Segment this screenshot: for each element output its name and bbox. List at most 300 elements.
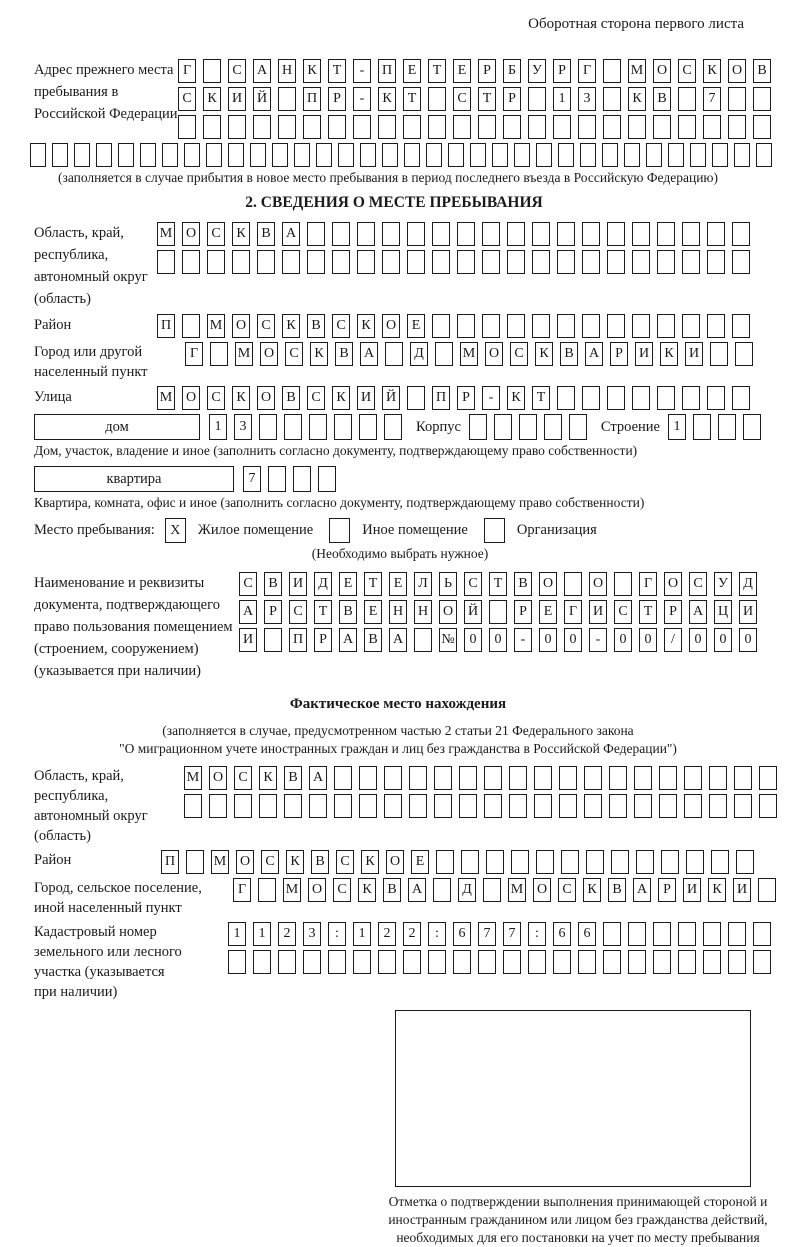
char-cell[interactable]: К	[332, 386, 350, 410]
char-cell[interactable]: 7	[503, 922, 521, 946]
char-cell[interactable]: Г	[185, 342, 203, 366]
char-cell[interactable]	[712, 143, 728, 167]
char-cell[interactable]	[509, 794, 527, 818]
char-cell[interactable]	[478, 115, 496, 139]
char-cell[interactable]	[578, 950, 596, 974]
char-cell[interactable]: Н	[389, 600, 407, 624]
char-cell[interactable]: Е	[539, 600, 557, 624]
char-cell[interactable]: С	[332, 314, 350, 338]
char-cell[interactable]: М	[207, 314, 225, 338]
char-cell[interactable]: А	[389, 628, 407, 652]
char-cell[interactable]: О	[533, 878, 551, 902]
char-cell[interactable]: М	[211, 850, 229, 874]
char-cell[interactable]	[228, 143, 244, 167]
char-cell[interactable]	[536, 143, 552, 167]
char-cell[interactable]: С	[510, 342, 528, 366]
char-cell[interactable]: О	[728, 59, 746, 83]
char-cell[interactable]	[557, 222, 575, 246]
char-cell[interactable]	[558, 143, 574, 167]
char-cell[interactable]	[250, 143, 266, 167]
char-cell[interactable]	[234, 794, 252, 818]
char-cell[interactable]	[657, 386, 675, 410]
char-cell[interactable]	[459, 794, 477, 818]
char-cell[interactable]: Г	[564, 600, 582, 624]
char-cell[interactable]	[659, 794, 677, 818]
char-cell[interactable]	[711, 850, 729, 874]
char-cell[interactable]: Г	[578, 59, 596, 83]
char-cell[interactable]	[603, 950, 621, 974]
char-cell[interactable]	[228, 950, 246, 974]
char-cell[interactable]	[603, 115, 621, 139]
char-cell[interactable]	[607, 314, 625, 338]
char-cell[interactable]	[409, 794, 427, 818]
char-cell[interactable]	[684, 766, 702, 790]
char-cell[interactable]: А	[239, 600, 257, 624]
char-cell[interactable]: Г	[178, 59, 196, 83]
char-cell[interactable]	[678, 922, 696, 946]
char-cell[interactable]: :	[528, 922, 546, 946]
char-cell[interactable]: №	[439, 628, 457, 652]
char-cell[interactable]	[657, 314, 675, 338]
char-cell[interactable]: К	[703, 59, 721, 83]
char-cell[interactable]	[632, 250, 650, 274]
char-cell[interactable]	[528, 950, 546, 974]
char-cell[interactable]: Й	[253, 87, 271, 111]
char-cell[interactable]: О	[589, 572, 607, 596]
char-cell[interactable]	[293, 466, 311, 492]
stamp-box[interactable]	[395, 1010, 751, 1187]
char-cell[interactable]: :	[428, 922, 446, 946]
char-cell[interactable]	[632, 314, 650, 338]
char-cell[interactable]	[707, 250, 725, 274]
char-cell[interactable]	[582, 386, 600, 410]
char-cell[interactable]	[736, 850, 754, 874]
char-cell[interactable]	[707, 222, 725, 246]
char-cell[interactable]: 0	[614, 628, 632, 652]
char-cell[interactable]	[628, 115, 646, 139]
char-cell[interactable]	[653, 922, 671, 946]
char-cell[interactable]: О	[257, 386, 275, 410]
char-cell[interactable]	[578, 115, 596, 139]
char-cell[interactable]: С	[228, 59, 246, 83]
char-cell[interactable]	[157, 250, 175, 274]
char-cell[interactable]: Е	[453, 59, 471, 83]
char-cell[interactable]: Т	[428, 59, 446, 83]
char-cell[interactable]: М	[157, 386, 175, 410]
char-cell[interactable]	[557, 250, 575, 274]
char-cell[interactable]	[409, 766, 427, 790]
char-cell[interactable]	[457, 314, 475, 338]
char-cell[interactable]	[758, 878, 776, 902]
char-cell[interactable]: В	[608, 878, 626, 902]
char-cell[interactable]	[603, 87, 621, 111]
char-cell[interactable]: С	[464, 572, 482, 596]
char-cell[interactable]	[303, 950, 321, 974]
char-cell[interactable]	[259, 794, 277, 818]
char-cell[interactable]: К	[310, 342, 328, 366]
char-cell[interactable]: -	[482, 386, 500, 410]
char-cell[interactable]	[561, 850, 579, 874]
char-cell[interactable]: В	[653, 87, 671, 111]
char-cell[interactable]	[682, 314, 700, 338]
char-cell[interactable]	[653, 950, 671, 974]
char-cell[interactable]	[258, 878, 276, 902]
char-cell[interactable]: О	[182, 222, 200, 246]
char-cell[interactable]	[403, 950, 421, 974]
char-cell[interactable]: В	[514, 572, 532, 596]
char-cell[interactable]	[569, 414, 587, 440]
char-cell[interactable]	[203, 115, 221, 139]
char-cell[interactable]: М	[460, 342, 478, 366]
char-cell[interactable]: 1	[353, 922, 371, 946]
checkbox-organization[interactable]	[484, 518, 505, 543]
char-cell[interactable]: А	[282, 222, 300, 246]
char-cell[interactable]	[278, 950, 296, 974]
char-cell[interactable]	[382, 143, 398, 167]
char-cell[interactable]: 2	[403, 922, 421, 946]
char-cell[interactable]: К	[708, 878, 726, 902]
char-cell[interactable]	[470, 143, 486, 167]
char-cell[interactable]	[734, 766, 752, 790]
char-cell[interactable]: С	[178, 87, 196, 111]
char-cell[interactable]: -	[514, 628, 532, 652]
char-cell[interactable]: Б	[503, 59, 521, 83]
char-cell[interactable]: Р	[664, 600, 682, 624]
char-cell[interactable]: Й	[382, 386, 400, 410]
char-cell[interactable]: 0	[739, 628, 757, 652]
char-cell[interactable]: О	[232, 314, 250, 338]
char-cell[interactable]	[607, 386, 625, 410]
char-cell[interactable]	[448, 143, 464, 167]
char-cell[interactable]: А	[689, 600, 707, 624]
char-cell[interactable]: М	[184, 766, 202, 790]
char-cell[interactable]	[686, 850, 704, 874]
char-cell[interactable]	[582, 314, 600, 338]
char-cell[interactable]	[96, 143, 112, 167]
char-cell[interactable]	[484, 794, 502, 818]
char-cell[interactable]: О	[182, 386, 200, 410]
char-cell[interactable]	[534, 766, 552, 790]
char-cell[interactable]	[753, 950, 771, 974]
char-cell[interactable]	[559, 794, 577, 818]
char-cell[interactable]	[457, 222, 475, 246]
char-cell[interactable]: К	[357, 314, 375, 338]
char-cell[interactable]: О	[209, 766, 227, 790]
char-cell[interactable]	[503, 115, 521, 139]
char-cell[interactable]: В	[560, 342, 578, 366]
char-cell[interactable]	[564, 572, 582, 596]
char-cell[interactable]	[459, 766, 477, 790]
char-cell[interactable]: -	[353, 87, 371, 111]
char-cell[interactable]: Р	[514, 600, 532, 624]
char-cell[interactable]	[607, 222, 625, 246]
char-cell[interactable]	[338, 143, 354, 167]
char-cell[interactable]: С	[333, 878, 351, 902]
char-cell[interactable]: Е	[411, 850, 429, 874]
char-cell[interactable]	[690, 143, 706, 167]
char-cell[interactable]: К	[660, 342, 678, 366]
char-cell[interactable]: Р	[503, 87, 521, 111]
char-cell[interactable]	[426, 143, 442, 167]
char-cell[interactable]: К	[232, 386, 250, 410]
char-cell[interactable]	[582, 222, 600, 246]
char-cell[interactable]	[384, 766, 402, 790]
char-cell[interactable]	[519, 414, 537, 440]
char-cell[interactable]	[407, 386, 425, 410]
char-cell[interactable]: Р	[457, 386, 475, 410]
char-cell[interactable]: М	[283, 878, 301, 902]
char-cell[interactable]: К	[303, 59, 321, 83]
char-cell[interactable]	[357, 250, 375, 274]
char-cell[interactable]	[678, 950, 696, 974]
char-cell[interactable]: С	[614, 600, 632, 624]
char-cell[interactable]	[507, 314, 525, 338]
char-cell[interactable]	[678, 115, 696, 139]
char-cell[interactable]	[536, 850, 554, 874]
char-cell[interactable]	[678, 87, 696, 111]
char-cell[interactable]	[511, 850, 529, 874]
char-cell[interactable]	[553, 950, 571, 974]
char-cell[interactable]: В	[335, 342, 353, 366]
char-cell[interactable]	[703, 115, 721, 139]
char-cell[interactable]	[718, 414, 736, 440]
char-cell[interactable]: В	[753, 59, 771, 83]
char-cell[interactable]: К	[282, 314, 300, 338]
char-cell[interactable]	[682, 250, 700, 274]
char-cell[interactable]	[609, 766, 627, 790]
char-cell[interactable]	[728, 922, 746, 946]
char-cell[interactable]: С	[285, 342, 303, 366]
char-cell[interactable]	[734, 143, 750, 167]
char-cell[interactable]	[544, 414, 562, 440]
char-cell[interactable]	[359, 794, 377, 818]
char-cell[interactable]: О	[439, 600, 457, 624]
char-cell[interactable]: Д	[458, 878, 476, 902]
char-cell[interactable]: М	[235, 342, 253, 366]
char-cell[interactable]	[559, 766, 577, 790]
char-cell[interactable]	[602, 143, 618, 167]
char-cell[interactable]	[334, 766, 352, 790]
char-cell[interactable]: 1	[209, 414, 227, 440]
char-cell[interactable]	[728, 87, 746, 111]
char-cell[interactable]: О	[308, 878, 326, 902]
char-cell[interactable]	[332, 222, 350, 246]
char-cell[interactable]	[318, 466, 336, 492]
char-cell[interactable]: О	[236, 850, 254, 874]
char-cell[interactable]: И	[739, 600, 757, 624]
char-cell[interactable]	[603, 922, 621, 946]
char-cell[interactable]: Е	[407, 314, 425, 338]
char-cell[interactable]: Е	[339, 572, 357, 596]
char-cell[interactable]	[316, 143, 332, 167]
char-cell[interactable]: В	[284, 766, 302, 790]
char-cell[interactable]: О	[539, 572, 557, 596]
char-cell[interactable]	[428, 87, 446, 111]
char-cell[interactable]: Р	[658, 878, 676, 902]
char-cell[interactable]: К	[628, 87, 646, 111]
char-cell[interactable]	[628, 922, 646, 946]
char-cell[interactable]: В	[257, 222, 275, 246]
char-cell[interactable]: И	[289, 572, 307, 596]
char-cell[interactable]	[703, 922, 721, 946]
char-cell[interactable]: 1	[668, 414, 686, 440]
char-cell[interactable]	[709, 794, 727, 818]
char-cell[interactable]: А	[253, 59, 271, 83]
char-cell[interactable]	[507, 250, 525, 274]
char-cell[interactable]: К	[259, 766, 277, 790]
char-cell[interactable]	[328, 115, 346, 139]
char-cell[interactable]	[646, 143, 662, 167]
char-cell[interactable]	[653, 115, 671, 139]
char-cell[interactable]: Й	[464, 600, 482, 624]
char-cell[interactable]: Т	[328, 59, 346, 83]
char-cell[interactable]: С	[234, 766, 252, 790]
char-cell[interactable]: 6	[453, 922, 471, 946]
char-cell[interactable]: К	[507, 386, 525, 410]
apartment-type-box[interactable]: квартира	[34, 466, 234, 492]
char-cell[interactable]	[303, 115, 321, 139]
char-cell[interactable]	[634, 766, 652, 790]
char-cell[interactable]	[753, 115, 771, 139]
char-cell[interactable]	[514, 143, 530, 167]
checkbox-other-premises[interactable]	[329, 518, 350, 543]
char-cell[interactable]	[469, 414, 487, 440]
char-cell[interactable]: Р	[264, 600, 282, 624]
char-cell[interactable]	[334, 414, 352, 440]
char-cell[interactable]: О	[386, 850, 404, 874]
char-cell[interactable]	[657, 250, 675, 274]
char-cell[interactable]	[210, 342, 228, 366]
char-cell[interactable]: Р	[478, 59, 496, 83]
char-cell[interactable]: Г	[233, 878, 251, 902]
char-cell[interactable]: Т	[364, 572, 382, 596]
char-cell[interactable]: 3	[303, 922, 321, 946]
char-cell[interactable]	[482, 250, 500, 274]
char-cell[interactable]	[509, 766, 527, 790]
char-cell[interactable]	[359, 766, 377, 790]
char-cell[interactable]	[709, 766, 727, 790]
char-cell[interactable]	[118, 143, 134, 167]
char-cell[interactable]: И	[635, 342, 653, 366]
char-cell[interactable]	[482, 314, 500, 338]
char-cell[interactable]: Н	[414, 600, 432, 624]
char-cell[interactable]: С	[689, 572, 707, 596]
char-cell[interactable]	[228, 115, 246, 139]
char-cell[interactable]: И	[733, 878, 751, 902]
char-cell[interactable]: Т	[639, 600, 657, 624]
char-cell[interactable]	[259, 414, 277, 440]
char-cell[interactable]	[433, 878, 451, 902]
char-cell[interactable]: /	[664, 628, 682, 652]
char-cell[interactable]: М	[157, 222, 175, 246]
char-cell[interactable]	[384, 414, 402, 440]
char-cell[interactable]: П	[289, 628, 307, 652]
char-cell[interactable]	[203, 59, 221, 83]
char-cell[interactable]: С	[336, 850, 354, 874]
char-cell[interactable]	[636, 850, 654, 874]
char-cell[interactable]: 7	[703, 87, 721, 111]
char-cell[interactable]	[282, 250, 300, 274]
char-cell[interactable]	[528, 115, 546, 139]
char-cell[interactable]: Е	[389, 572, 407, 596]
house-type-box[interactable]: дом	[34, 414, 200, 440]
char-cell[interactable]	[507, 222, 525, 246]
char-cell[interactable]: С	[453, 87, 471, 111]
char-cell[interactable]	[414, 628, 432, 652]
char-cell[interactable]: Е	[364, 600, 382, 624]
char-cell[interactable]: Р	[610, 342, 628, 366]
char-cell[interactable]: П	[432, 386, 450, 410]
char-cell[interactable]	[309, 794, 327, 818]
char-cell[interactable]: С	[678, 59, 696, 83]
char-cell[interactable]	[693, 414, 711, 440]
char-cell[interactable]: 7	[243, 466, 261, 492]
char-cell[interactable]	[209, 794, 227, 818]
char-cell[interactable]	[264, 628, 282, 652]
char-cell[interactable]: М	[508, 878, 526, 902]
char-cell[interactable]: 2	[378, 922, 396, 946]
char-cell[interactable]	[294, 143, 310, 167]
char-cell[interactable]	[332, 250, 350, 274]
char-cell[interactable]	[268, 466, 286, 492]
char-cell[interactable]: Т	[403, 87, 421, 111]
char-cell[interactable]	[682, 386, 700, 410]
char-cell[interactable]: Т	[532, 386, 550, 410]
char-cell[interactable]	[407, 250, 425, 274]
char-cell[interactable]	[528, 87, 546, 111]
char-cell[interactable]: О	[485, 342, 503, 366]
char-cell[interactable]: Ц	[714, 600, 732, 624]
char-cell[interactable]	[732, 314, 750, 338]
char-cell[interactable]	[632, 222, 650, 246]
char-cell[interactable]: 0	[714, 628, 732, 652]
char-cell[interactable]	[607, 250, 625, 274]
char-cell[interactable]: Д	[314, 572, 332, 596]
char-cell[interactable]: Л	[414, 572, 432, 596]
char-cell[interactable]	[436, 850, 454, 874]
char-cell[interactable]	[707, 314, 725, 338]
char-cell[interactable]	[580, 143, 596, 167]
char-cell[interactable]	[284, 794, 302, 818]
char-cell[interactable]: К	[203, 87, 221, 111]
char-cell[interactable]	[756, 143, 772, 167]
char-cell[interactable]: А	[309, 766, 327, 790]
char-cell[interactable]	[184, 143, 200, 167]
char-cell[interactable]: А	[585, 342, 603, 366]
char-cell[interactable]	[432, 250, 450, 274]
char-cell[interactable]	[624, 143, 640, 167]
char-cell[interactable]: Р	[328, 87, 346, 111]
char-cell[interactable]: П	[303, 87, 321, 111]
char-cell[interactable]	[492, 143, 508, 167]
char-cell[interactable]: И	[239, 628, 257, 652]
char-cell[interactable]: К	[535, 342, 553, 366]
char-cell[interactable]: С	[207, 222, 225, 246]
char-cell[interactable]	[759, 794, 777, 818]
char-cell[interactable]: 6	[553, 922, 571, 946]
char-cell[interactable]	[753, 87, 771, 111]
char-cell[interactable]	[140, 143, 156, 167]
char-cell[interactable]: П	[378, 59, 396, 83]
char-cell[interactable]: В	[282, 386, 300, 410]
char-cell[interactable]	[684, 794, 702, 818]
char-cell[interactable]: И	[357, 386, 375, 410]
char-cell[interactable]	[404, 143, 420, 167]
char-cell[interactable]	[232, 250, 250, 274]
char-cell[interactable]: 6	[578, 922, 596, 946]
char-cell[interactable]: Р	[314, 628, 332, 652]
char-cell[interactable]	[609, 794, 627, 818]
